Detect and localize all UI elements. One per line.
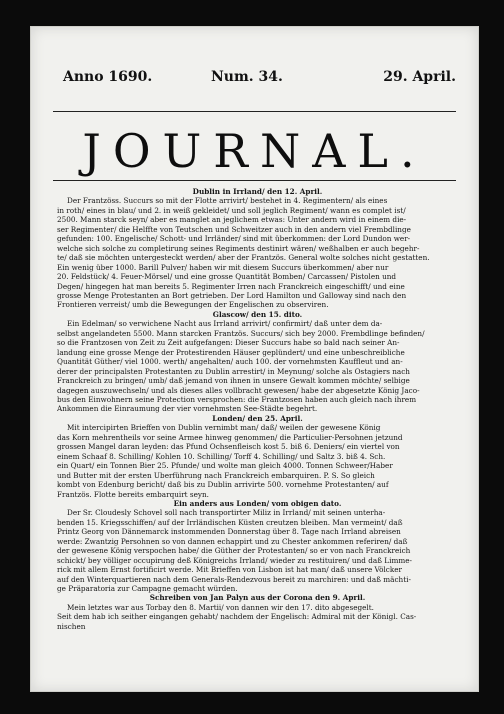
title-rule [53,180,456,181]
article-text-line: der gewesene König verspochen habe/ die Güther der Protestanten/ so er von nach Franckreich [57,546,411,556]
article-text-line: dagegen auszuwechseln/ und als dieses alles vollbracht gewesen/ habe der abgesetzte König Jaco- [57,385,420,395]
issue-date: 29. April. [383,69,456,85]
article-text-line: so die Frantzosen von Zeit zu Zeit aufgefangen: Dieser Succurs habe so bald nach seiner An- [57,338,400,348]
article-text-line: grosse Menge Protestanten an Bort getrieben. Der Lord Hamilton und Galloway sind nach den [57,290,407,300]
article-text-line: in roth/ eines in blau/ und 2. in weiß gekleidet/ und soll jeglich Regiment/ wann es complet ist/ [57,205,406,215]
article-text-line: das Korn mehrentheils vor seine Armee hinweg genommen/ die Particulier-Persohnen jetzund [57,432,403,442]
article-text-line: ge Präparatoria zur Campagne gemacht würden. [57,584,238,594]
article-text-line: Frontieren verreist/ umb die Bewegungen der Engelischen zu observiren. [57,300,329,310]
article-text-line: Mit intercipirten Brieffen von Dublin vernimbt man/ daß/ weilen der gewesene König [67,423,381,433]
article-text-line: selbst angelandeten 5500. Mann starcken Frantzös. Succurs/ sich bey 2000. Frembdlinge befinden/ [57,328,425,338]
article-text-line: ser Regimenter/ die Helffte von Teutschen und Schweitzer auch in den andern viel Frembdlinge [57,224,411,234]
article-text-line: schickt/ bey völliger occupirung deß Königreichs Irrland/ wieder zu restituiren/ und daß Limme- [57,555,412,565]
article-text-line: werde: Zwantzig Persohnen so von dannen echappirt und zu Chester ankommen referiren/ daß [57,536,408,546]
article-text-line: Degen/ hingegen hat man bereits 5. Regimenter Irren nach Franckreich eingeschifft/ und eine [57,281,405,291]
article-text-line: Ein wenig über 1000. Barill Pulver/ haben wir mit diesem Succurs überkommen/ aber nur [57,262,389,272]
dateline-heading: Londen/ den 25. April. [212,413,303,423]
article-text-line: Mein letztes war aus Torbay den 8. Martii/ von dannen wir den 17. dito abgesegelt. [67,602,374,612]
top-rule [53,111,456,112]
dateline-heading: Dublin in Irrland/ den 12. April. [192,187,323,196]
article-text-line: nischen [57,621,86,631]
article-text-line: einem Schaaf 8. Schilling/ Kohlen 10. Schilling/ Torff 4. Schilling/ und Saltz 3. biß 4. Sch. [57,451,386,461]
article-text-line: auf den Winterquartieren nach dem Generals-Rendezvous bereit zu marchiren: und daß mächti- [57,574,411,584]
article-text-line: Frantzös. Flotte bereits embarquirt seyn. [57,489,209,499]
article-text-line: gefunden: 100. Engelische/ Schott- und Irrländer/ sind mit überkommen: der Lord Dundon wer- [57,234,411,244]
newspaper-title: JOURNAL. [82,124,427,178]
dateline-heading: Ein anders aus Londen/ vom obigen dato. [173,498,342,508]
article-text-line: ein Quart/ ein Tonnen Bier 25. Pfunde/ und wolte man gleich 4000. Tonnen Schweer/Haber [57,461,393,471]
article-text-line: Ein Edelman/ so verwichene Nacht aus Irrland arrivirt/ confirmirt/ daß unter dem da- [67,319,383,329]
article-text-line: Seit dem hab ich seither eingangen gehabt/ nachdem der Engelisch: Admiral mit der Königl. Cas- [57,612,417,622]
issue-number: Num. 34. [211,69,283,85]
masthead-line [51,69,456,95]
article-text-line: te/ daß sie möchten untergesteckt werden/ aber der Frantzös. General wolte solches nicht gestatten. [57,253,430,263]
article-text-line: welche sich solche zu completirung seines Regiments destinirt wären/ weßhalben er auch begehr- [57,243,420,253]
article-body [57,187,458,631]
article-text-line: Franckreich zu bringen/ umb/ daß jemand von ihnen in unsere Gewalt kommen möchte/ selbige [57,376,410,386]
article-text-line: kombt von Edenburg bericht/ daß bis zu Dublin arrivirte 500. vornehme Protestanten/ auf [57,480,389,490]
article-text-line: Ankommen die Einraumung der vier vornehmsten See-Städte begehrt. [57,404,318,414]
article-text-line: Der Frantzöss. Succurs so mit der Flotte arrivirt/ bestehet in 4. Regimentern/ als eines [67,196,388,206]
article-text-line: 2500. Mann starck seyn/ aber es manglet an jeglichem etwas: Unter andern wird in einem die- [57,215,407,225]
issue-year: Anno 1690. [63,69,153,85]
article-text-line: 20. Feldstück/ 4. Feuer-Mörsel/ und eine grosse Quantität Bomben/ Carcassen/ Pistolen und [57,272,397,282]
article-text-line: und Butter mit der ersten Uberführung nach Franckreich embarquiren. P. S. So gleich [57,470,375,480]
article-text-line: derer der principalsten Protestanten zu Dublin arrestirt/ in Meynung/ solche als Ostagiers nach [57,366,410,376]
dateline-heading: Glascow/ den 15. dito. [212,309,303,319]
newspaper-page [30,26,479,692]
article-text-line: bus den Einwohnern seine Protection versprochen: die Frantzosen haben auch gleich nach ihrem [57,394,417,404]
article-text-line: Printz Georg von Dännemarck instommenden Donnerstag über 8. Tage nach Irrland abreisen [57,527,401,537]
article-text-line: rick mit allem Ernst fortificirt werde. Mit Brieffen von Lisbon ist hat man/ daß unsere Völcker [57,565,403,575]
article-text-line: grossen Mangel daran leyden: das Pfund Ochsenfleisch kost 5. biß 6. Deniers/ ein viertel von [57,442,400,452]
article-text-line: Der Sr. Cloudesly Schovel soll nach transportirter Miliz in Irrland/ mit seinen unterha- [67,508,386,518]
article-text-line: Quantität Güther/ viel 1000. werth/ angehalten/ auch 100. der vornehmsten Kauffleut und an- [57,357,403,367]
article-text-line: benden 15. Kriegsschiffen/ auf der Irrländischen Küsten creutzen bleiben. Man vermeint/ daß [57,517,403,527]
article-text-line: landung eine grosse Menge der Protestirenden Häuser geplündert/ und eine unbeschreibliche [57,347,405,357]
dateline-heading: Schreiben von Jan Palyn aus der Corona den 9. April. [149,593,366,603]
